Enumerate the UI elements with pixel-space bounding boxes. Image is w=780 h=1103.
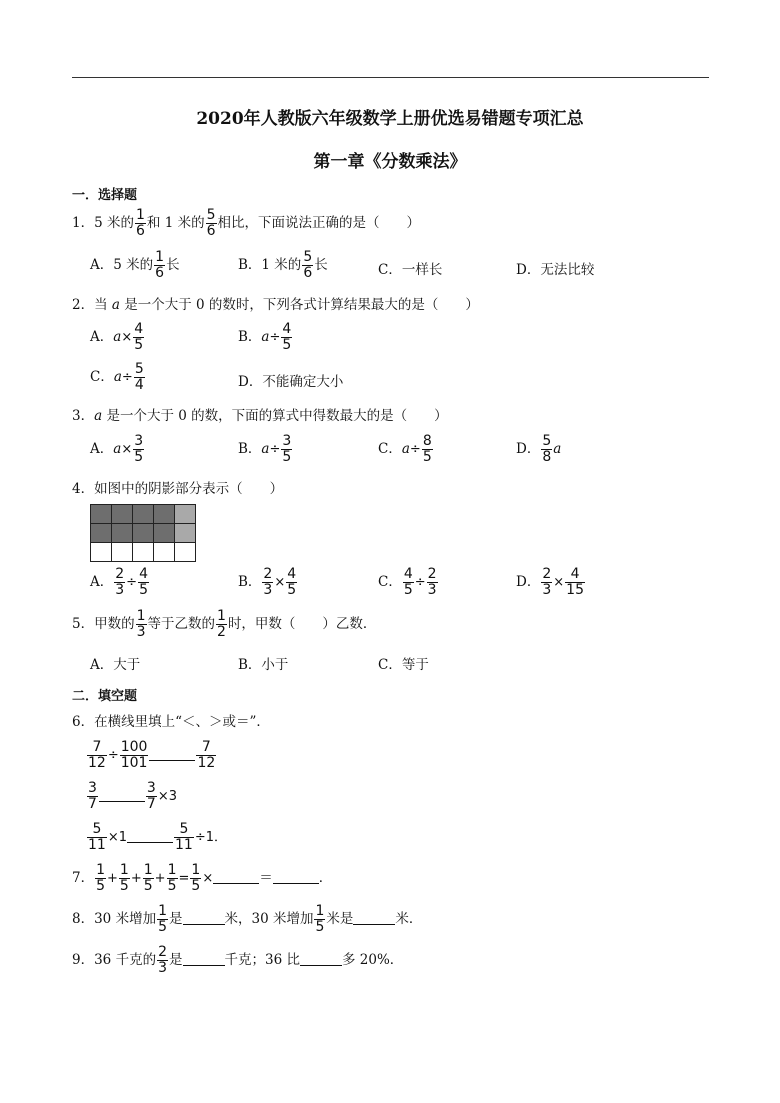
- fraction: $\frac{5}{6}$: [206, 207, 216, 239]
- question-4: 4．如图中的阴影部分表示（ ）: [72, 481, 284, 497]
- q2-option-d[interactable]: D．不能确定大小: [238, 374, 344, 390]
- q4-option-b[interactable]: B． $\frac{2}{3}$ × $\frac{4}{5}$: [238, 566, 297, 598]
- grid-cell-light: [175, 505, 196, 524]
- q5-option-c[interactable]: C．等于: [378, 657, 429, 673]
- chapter-title: 第一章《分数乘法》: [313, 152, 467, 172]
- shaded-grid-figure: [90, 504, 196, 562]
- q2-option-b[interactable]: B．a÷ $\frac{4}{5}$: [238, 321, 292, 353]
- grid-cell-white: [91, 543, 112, 562]
- q4-option-c[interactable]: C． $\frac{4}{5}$ ÷ $\frac{2}{3}$: [378, 566, 437, 598]
- q3-option-d[interactable]: D． $\frac{5}{8}$ a: [516, 433, 562, 465]
- q4-option-d[interactable]: D． $\frac{2}{3}$ × $\frac{4}{15}$: [516, 566, 584, 598]
- answer-blank[interactable]: [99, 801, 145, 802]
- q1-option-a[interactable]: A．5 米的 $\frac{1}{6}$ 长: [90, 249, 180, 281]
- question-number: 1．: [72, 215, 95, 231]
- q6-row-2: $\frac{3}{7}$ $\frac{3}{7}$ ×3: [88, 780, 178, 812]
- fraction: $\frac{1}{6}$: [135, 207, 145, 239]
- q5-option-a[interactable]: A．大于: [90, 657, 141, 673]
- q4-option-a[interactable]: A． $\frac{2}{3}$ ÷ $\frac{4}{5}$: [90, 566, 148, 598]
- grid-cell-dark: [91, 524, 112, 543]
- grid-cell-dark: [154, 524, 175, 543]
- q3-option-a[interactable]: A．a× $\frac{3}{5}$: [90, 433, 144, 465]
- grid-cell-dark: [112, 505, 133, 524]
- q3-option-c[interactable]: C．a÷ $\frac{8}{5}$: [378, 433, 432, 465]
- answer-blank[interactable]: [149, 760, 195, 761]
- answer-blank[interactable]: [300, 965, 342, 966]
- page-title: 2020年人教版六年级数学上册优选易错题专项汇总: [196, 109, 584, 129]
- grid-cell-dark: [112, 524, 133, 543]
- grid-row: [91, 505, 196, 524]
- answer-blank[interactable]: [127, 842, 173, 843]
- question-2: 2．当 a 是一个大于 0 的数时，下列各式计算结果最大的是（ ）: [72, 297, 479, 313]
- answer-blank[interactable]: [273, 883, 319, 884]
- grid-row: [91, 524, 196, 543]
- question-8: 8．30 米增加 $\frac{1}{5}$ 是 米，30 米增加 $\frac{1}{5}$ 米是 米．: [72, 903, 423, 935]
- answer-blank[interactable]: [183, 924, 225, 925]
- answer-blank[interactable]: [183, 965, 225, 966]
- grid-row: [91, 543, 196, 562]
- grid-cell-white: [175, 543, 196, 562]
- q5-option-b[interactable]: B．小于: [238, 657, 289, 673]
- section-choice: 一．选择题: [72, 188, 138, 203]
- q1-option-d[interactable]: D．无法比较: [516, 262, 595, 278]
- grid-cell-dark: [133, 524, 154, 543]
- q6-row-3: $\frac{5}{11}$ ×1 $\frac{5}{11}$ ÷1．: [88, 821, 227, 853]
- q1-option-b[interactable]: B．1 米的 $\frac{5}{6}$ 长: [238, 249, 328, 281]
- q3-option-b[interactable]: B．a÷ $\frac{3}{5}$: [238, 433, 292, 465]
- q1-option-c[interactable]: C．一样长: [378, 262, 443, 278]
- q2-option-a[interactable]: A．a× $\frac{4}{5}$: [90, 321, 144, 353]
- grid-cell-white: [154, 543, 175, 562]
- header-rule: [72, 77, 709, 78]
- grid-cell-white: [112, 543, 133, 562]
- grid-cell-light: [175, 524, 196, 543]
- answer-blank[interactable]: [213, 883, 259, 884]
- question-3: 3．a 是一个大于 0 的数，下面的算式中得数最大的是（ ）: [72, 408, 448, 424]
- grid-cell-dark: [154, 505, 175, 524]
- grid-cell-dark: [91, 505, 112, 524]
- question-7: 7． $\frac{1}{5}$ + $\frac{1}{5}$ + $\frac{1}{5}$ + $\frac{1}{5}$ = $\frac{1}{5}$ × ＝ ．: [72, 862, 333, 894]
- grid-cell-dark: [133, 505, 154, 524]
- question-9: 9．36 千克的 $\frac{2}{3}$ 是 千克；36 比 多 20%．: [72, 944, 404, 976]
- question-1: 1．5 米的 $\frac{1}{6}$ 和 1 米的 $\frac{5}{6}$ 相比，下面说法正确的是（ ）: [72, 207, 420, 239]
- question-6: 6．在横线里填上“＜、＞或＝”．: [72, 714, 270, 730]
- question-5: 5．甲数的 $\frac{1}{3}$ 等于乙数的 $\frac{1}{2}$ 时，甲数（ ）乙数．: [72, 608, 377, 640]
- answer-blank[interactable]: [353, 924, 395, 925]
- q6-row-1: $\frac{7}{12}$ ÷ $\frac{100}{101}$ $\frac{7}{12}$: [88, 739, 216, 771]
- q2-option-c[interactable]: C．a÷ $\frac{5}{4}$: [90, 361, 144, 393]
- section-fill: 二．填空题: [72, 689, 138, 704]
- grid-cell-white: [133, 543, 154, 562]
